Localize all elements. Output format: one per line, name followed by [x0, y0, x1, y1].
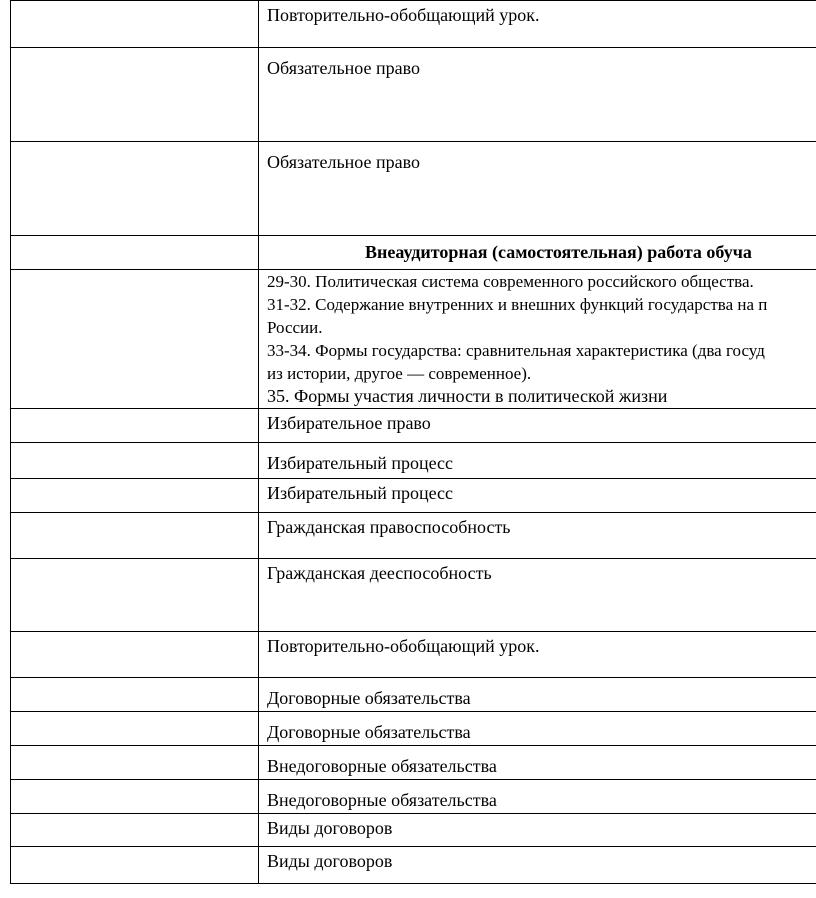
- table-row: [11, 780, 816, 814]
- empty-cell: [11, 443, 259, 479]
- section-heading: Внеаудиторная (самостоятельная) работа обуча: [259, 236, 816, 270]
- table-row: [11, 443, 816, 479]
- table-row: [11, 678, 816, 712]
- table-row: [11, 746, 816, 780]
- topic-cell: Виды договоров: [259, 847, 816, 884]
- empty-cell: [11, 409, 259, 443]
- topic-cell: Повторительно-обобщающий урок.: [259, 1, 816, 48]
- curriculum-table: [10, 0, 816, 884]
- table-row: [11, 236, 816, 270]
- table-row: [11, 270, 816, 409]
- topic-list-cell: [259, 270, 816, 409]
- empty-cell: [11, 48, 259, 142]
- topic-cell: Обязательное право: [259, 48, 816, 142]
- topic-list-line: 31-32. Содержание внутренних и внешних функций государства на п: [267, 295, 768, 314]
- table-row: [11, 48, 816, 142]
- empty-cell: [11, 746, 259, 780]
- empty-cell: [11, 270, 259, 409]
- empty-cell: [11, 632, 259, 678]
- topic-cell: Виды договоров: [259, 814, 816, 847]
- empty-cell: [11, 513, 259, 559]
- topic-list-line: 33-34. Формы государства: сравнительная характеристика (два госуд: [267, 341, 765, 360]
- table-row: [11, 847, 816, 884]
- topic-cell: Гражданская правоспособность: [259, 513, 816, 559]
- table-row: [11, 559, 816, 632]
- topic-cell: Внедоговорные обязательства: [259, 746, 816, 780]
- empty-cell: [11, 814, 259, 847]
- topic-cell: Повторительно-обобщающий урок.: [259, 632, 816, 678]
- table-row: [11, 1, 816, 48]
- empty-cell: [11, 559, 259, 632]
- empty-cell: [11, 847, 259, 884]
- table-row: [11, 814, 816, 847]
- empty-cell: [11, 678, 259, 712]
- topic-cell: Договорные обязательства: [259, 678, 816, 712]
- empty-cell: [11, 1, 259, 48]
- table-row: [11, 513, 816, 559]
- empty-cell: [11, 479, 259, 513]
- table-row: [11, 409, 816, 443]
- table-row: [11, 712, 816, 746]
- topic-cell: Избирательное право: [259, 409, 816, 443]
- empty-cell: [11, 712, 259, 746]
- topic-list-line: из истории, другое — современное).: [267, 364, 532, 383]
- topic-list-line: 29-30. Политическая система современного российского общества.: [267, 272, 754, 291]
- topic-cell: Гражданская дееспособность: [259, 559, 816, 632]
- topic-cell: Договорные обязательства: [259, 712, 816, 746]
- table-row: [11, 479, 816, 513]
- topic-cell: Внедоговорные обязательства: [259, 780, 816, 814]
- topic-list-line: России.: [267, 318, 323, 337]
- empty-cell: [11, 142, 259, 236]
- topic-cell: Обязательное право: [259, 142, 816, 236]
- topic-list-line: 35. Формы участия личности в политической жизни: [267, 386, 668, 406]
- empty-cell: [11, 236, 259, 270]
- table-row: [11, 632, 816, 678]
- topic-cell: Избирательный процесс: [259, 443, 816, 479]
- table-row: [11, 142, 816, 236]
- empty-cell: [11, 780, 259, 814]
- topic-cell: Избирательный процесс: [259, 479, 816, 513]
